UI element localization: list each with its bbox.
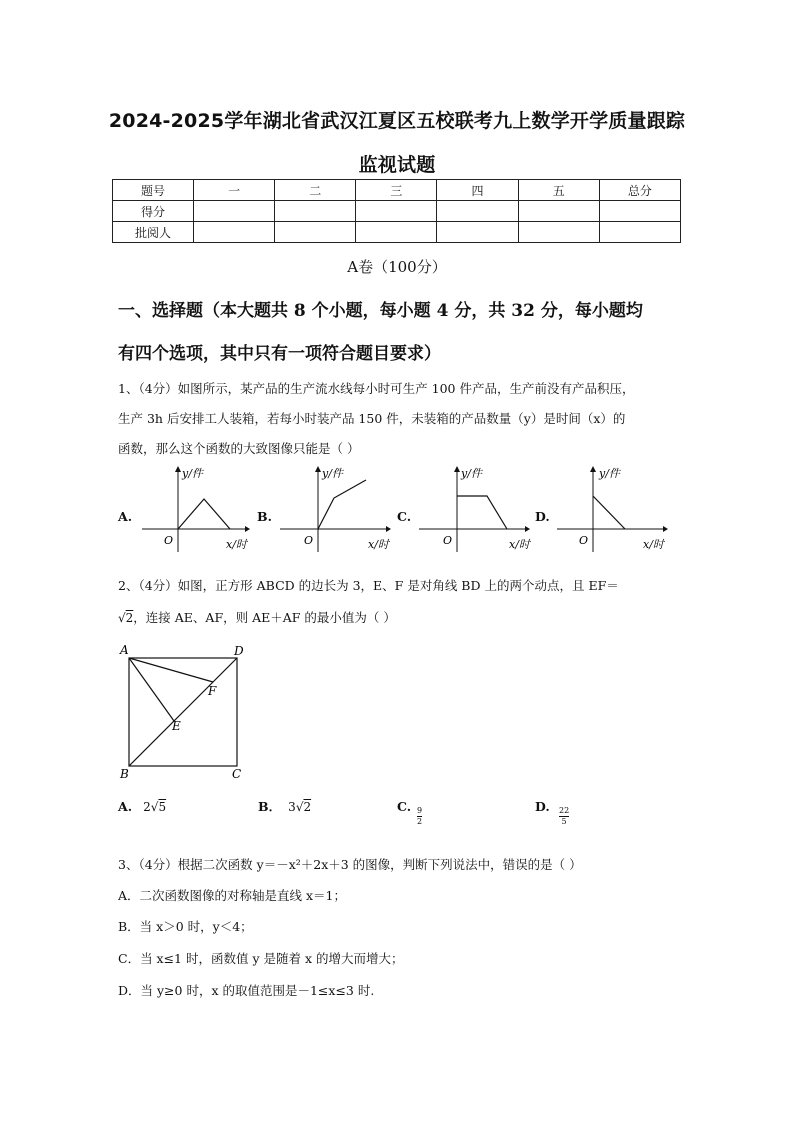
score-cell[interactable] (275, 222, 356, 243)
q1-text-line-1: 1、（4分）如图所示，某产品的生产流水线每小时可生产 100 件产品，生产前没有产品积压， (118, 381, 635, 396)
q1-d-x-label: x/时 (643, 538, 664, 551)
score-cell[interactable] (518, 201, 599, 222)
q2-option-d-fraction (559, 806, 569, 827)
q1-c-origin: O (443, 534, 453, 547)
q3-text-line-1: 3、（4分）根据二次函数 y＝－x²＋2x＋3 的图像，判断下列说法中，错误的是（ ） (118, 857, 582, 872)
score-cell[interactable] (356, 201, 437, 222)
q2-sqrt-radicand: 2 (125, 611, 134, 625)
q1-b-x-label: x/时 (368, 538, 389, 551)
q2-option-a-radicand: 5 (158, 800, 167, 814)
q3-option-b[interactable]: B．当 x＞0 时，y＜4； (118, 919, 253, 934)
q1-option-c-graph (417, 464, 532, 554)
q1-option-a-label[interactable]: A. (118, 509, 133, 524)
score-cell[interactable] (356, 222, 437, 243)
q2-text-line-2 (118, 608, 396, 626)
q1-d-origin: O (579, 534, 589, 547)
q2-option-a-coef: 2 (143, 800, 151, 814)
q2-text-line-2-suffix: ，连接 AE、AF，则 AE＋AF 的最小值为（ ） (133, 610, 396, 625)
score-table-header-cell: 五 (518, 180, 599, 201)
score-cell[interactable] (194, 222, 275, 243)
q3-option-d[interactable]: D．当 y≥0 时，x 的取值范围是－1≤x≤3 时. (118, 983, 375, 998)
q1-text-line-2: 生产 3h 后安排工人装箱，若每小时装产品 150 件，未装箱的产品数量（y）是时间（x）的 (118, 411, 626, 426)
score-table-header-cell: 三 (356, 180, 437, 201)
q2-option-c-letter: C. (397, 799, 412, 814)
section-heading-line-2: 有四个选项，其中只有一项符合题目要求） (118, 344, 441, 364)
q3-option-c[interactable]: C．当 x≤1 时，函数值 y 是随着 x 的增大而增大； (118, 951, 404, 966)
q2-option-c-denominator: 2 (417, 817, 423, 826)
q2-option-d[interactable] (535, 796, 570, 826)
q1-c-y-label: y/件 (461, 467, 482, 480)
section-heading-line-1: 一、选择题（本大题共 8 个小题，每小题 4 分，共 32 分，每小题均 (118, 301, 643, 321)
q1-text-line-3: 函数，那么这个函数的大致图像只能是（ ） (118, 441, 360, 456)
q1-a-y-label: y/件 (182, 467, 203, 480)
q2-sqrt-radical: √ (118, 611, 126, 625)
page-title-line-2: 监视试题 (358, 154, 436, 176)
score-table (112, 179, 681, 243)
score-cell[interactable] (599, 222, 680, 243)
score-table-header-cell: 四 (437, 180, 518, 201)
score-table-header-cell: 二 (275, 180, 356, 201)
q2-label-c: C (232, 767, 242, 781)
volume-heading: A卷（100分） (347, 258, 447, 276)
q1-option-a-graph (140, 464, 250, 554)
q2-label-a: A (120, 643, 129, 657)
score-cell[interactable] (437, 222, 518, 243)
q1-option-b-label[interactable]: B. (257, 509, 272, 524)
q2-option-d-denominator: 5 (561, 817, 567, 826)
q2-text-line-1: 2、（4分）如图，正方形 ABCD 的边长为 3，E、F 是对角线 BD 上的两个动点，且 EF＝ (118, 578, 619, 593)
score-table-header-cell: 题号 (113, 180, 194, 201)
score-cell[interactable] (194, 201, 275, 222)
q1-c-x-label: x/时 (509, 538, 530, 551)
q2-option-b-letter: B． (258, 799, 282, 814)
q2-option-a-radical: √ (150, 800, 159, 814)
score-cell[interactable] (518, 222, 599, 243)
q2-option-a-letter: A. (118, 799, 133, 814)
score-cell[interactable] (437, 201, 518, 222)
q1-a-origin: O (164, 534, 174, 547)
score-table-row (113, 222, 681, 243)
page-title-line-1: 2024-2025学年湖北省武汉江夏区五校联考九上数学开学质量跟踪 (108, 110, 686, 132)
score-table-header-cell: 一 (194, 180, 275, 201)
score-table-row-label: 批阅人 (113, 222, 194, 243)
q2-label-b: B (120, 767, 129, 781)
q2-option-c[interactable] (397, 796, 423, 826)
score-table-row (113, 201, 681, 222)
q1-option-c-label[interactable]: C. (397, 509, 412, 524)
q2-option-d-numerator: 22 (559, 806, 570, 815)
score-table-header-cell: 总分 (599, 180, 680, 201)
q2-option-c-fraction (417, 806, 422, 827)
q2-option-a[interactable] (118, 796, 166, 815)
q1-option-d-label[interactable]: D. (535, 509, 550, 524)
q1-b-y-label: y/件 (322, 467, 343, 480)
q1-d-y-label: y/件 (599, 467, 620, 480)
score-cell[interactable] (599, 201, 680, 222)
q1-a-x-label: x/时 (226, 538, 247, 551)
q3-option-a[interactable]: A．二次函数图像的对称轴是直线 x＝1； (118, 888, 347, 903)
q2-label-e: E (172, 719, 181, 733)
q2-label-d: D (234, 644, 244, 658)
score-table-row-label: 得分 (113, 201, 194, 222)
q1-option-b-graph (278, 464, 393, 554)
q1-b-origin: O (304, 534, 314, 547)
score-cell[interactable] (275, 201, 356, 222)
q2-option-b[interactable] (258, 796, 311, 815)
q2-option-b-coef: 3 (288, 800, 296, 814)
q2-option-b-radicand: 2 (303, 800, 312, 814)
q2-option-d-letter: D. (535, 799, 550, 814)
q2-square-figure (116, 640, 256, 785)
q2-option-b-radical: √ (295, 800, 304, 814)
q2-label-f: F (208, 684, 217, 698)
score-table-header-row (113, 180, 681, 201)
q1-option-d-graph (555, 464, 670, 554)
q2-option-c-numerator: 9 (417, 806, 423, 815)
